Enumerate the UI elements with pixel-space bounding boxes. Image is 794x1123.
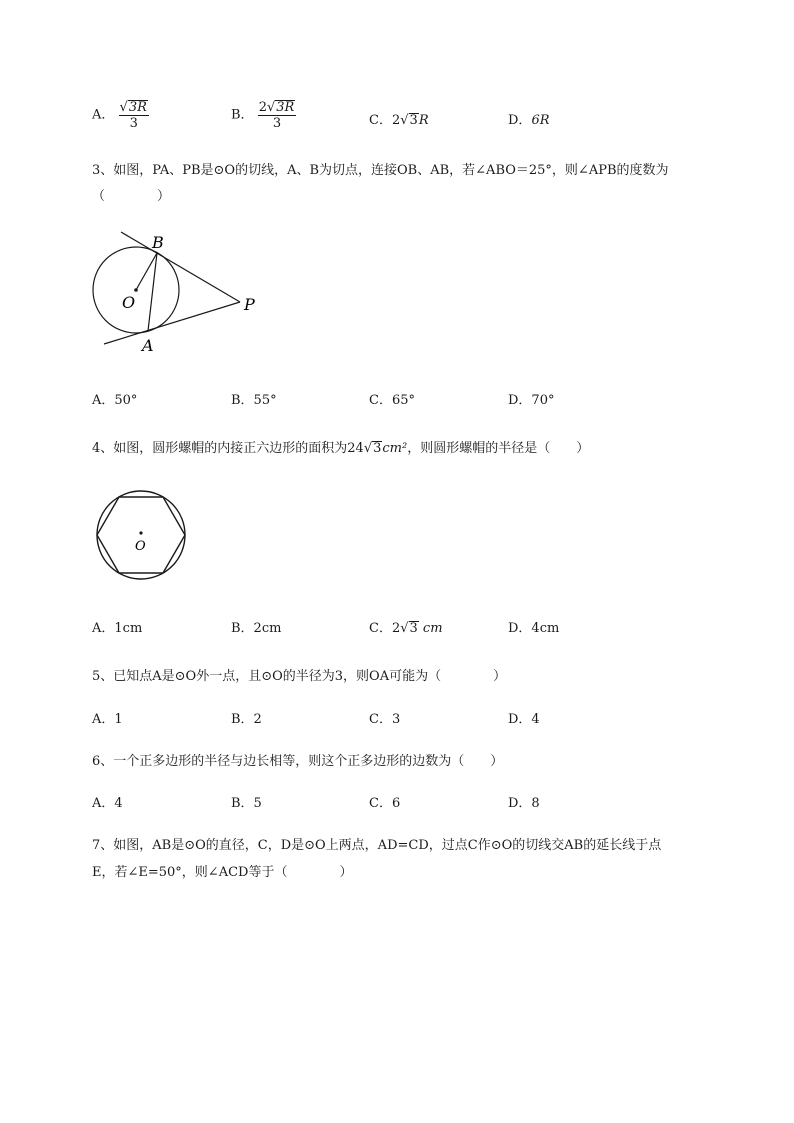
q3-option-a: A．50° — [92, 393, 138, 408]
stem-text: ，则圆形螺帽的半径是（ ） — [407, 441, 590, 456]
q3-option-b: B．55° — [231, 393, 277, 408]
q2-option-c — [369, 109, 429, 128]
center-point — [134, 288, 138, 292]
q3-option-c: C．65° — [369, 393, 415, 408]
radicand: 3 — [373, 441, 382, 456]
option-label: B． — [231, 107, 254, 123]
label-a: A — [142, 336, 154, 354]
radicand: 3 — [409, 621, 418, 636]
q5-option-d: D．4 — [508, 712, 540, 727]
denominator: 3 — [129, 116, 138, 131]
center-point — [139, 531, 142, 534]
sqrt-sign: √ — [266, 100, 276, 115]
label-b: B — [152, 233, 164, 252]
tangent-pb — [121, 232, 240, 302]
q4-stem — [92, 437, 589, 456]
q4-option-c — [369, 617, 443, 636]
q6-option-d: D．8 — [508, 796, 540, 811]
label-p: P — [244, 295, 255, 314]
coefficient: 2 — [391, 113, 401, 128]
q6-option-a: A．4 — [92, 796, 123, 811]
stem-text: 4、如图，圆形螺帽的内接正六边形的面积为24 — [92, 441, 364, 456]
variable: R — [418, 113, 429, 128]
sqrt-sign: √ — [400, 113, 409, 128]
numerator: 3R — [128, 100, 147, 115]
q3-stem-line2: （ ） — [92, 189, 171, 204]
q6-stem: 6、一个正多边形的半径与边长相等，则这个正多边形的边数为（ ） — [92, 754, 504, 769]
label-o: O — [122, 293, 136, 312]
q6-option-b: B．5 — [231, 796, 262, 811]
denominator: 3 — [272, 116, 282, 131]
q4-figure — [92, 489, 192, 583]
option-label: A． — [92, 107, 115, 123]
q4-option-d: D．4cm — [508, 621, 560, 636]
sqrt-sign: √ — [119, 100, 128, 115]
unit: cm² — [382, 441, 408, 456]
q7-stem-line2: E，若∠E=50°，则∠ACD等于（ ） — [92, 865, 353, 880]
q6-option-c: C．6 — [369, 796, 401, 811]
numerator: 3R — [276, 100, 295, 115]
sqrt-sign: √ — [400, 621, 409, 636]
label-o: O — [135, 539, 146, 554]
q3-option-d: D．70° — [508, 393, 555, 408]
sqrt-sign: √ — [363, 441, 373, 456]
segment-ab — [148, 253, 157, 331]
option-label: C． — [369, 113, 392, 128]
q3-figure — [90, 224, 270, 354]
q5-stem: 5、已知点A是⊙O外一点，且⊙O的半径为3，则OA可能为（ ） — [92, 669, 507, 684]
q3-stem-line1: 3、如图，PA、PB是⊙O的切线，A、B为切点，连接OB、AB，若∠ABO＝25°，则∠APB的度数为 — [92, 163, 669, 178]
q7-stem-line1: 7、如图，AB是⊙O的直径，C，D是⊙O上两点，AD=CD，过点C作⊙O的切线交AB的延长线于点 — [92, 838, 662, 853]
q4-option-b: B．2cm — [231, 621, 282, 636]
coefficient: 2 — [258, 100, 267, 115]
q5-option-a: A．1 — [92, 712, 123, 727]
fraction — [119, 100, 149, 130]
q5-option-b: B．2 — [231, 712, 262, 727]
unit: cm — [418, 621, 443, 636]
inscribed-hexagon — [97, 497, 185, 573]
q4-option-a: A．1cm — [92, 621, 143, 636]
q2-option-b — [231, 100, 296, 130]
q2-option-a — [92, 100, 149, 130]
radicand: 3 — [409, 113, 418, 128]
option-text: 6R — [531, 113, 550, 128]
option-label: D． — [508, 113, 532, 128]
nut-circle — [97, 491, 185, 579]
option-text: C．2 — [369, 621, 401, 636]
q5-option-c: C．3 — [369, 712, 401, 727]
q2-option-d — [508, 109, 550, 128]
fraction — [258, 100, 297, 130]
